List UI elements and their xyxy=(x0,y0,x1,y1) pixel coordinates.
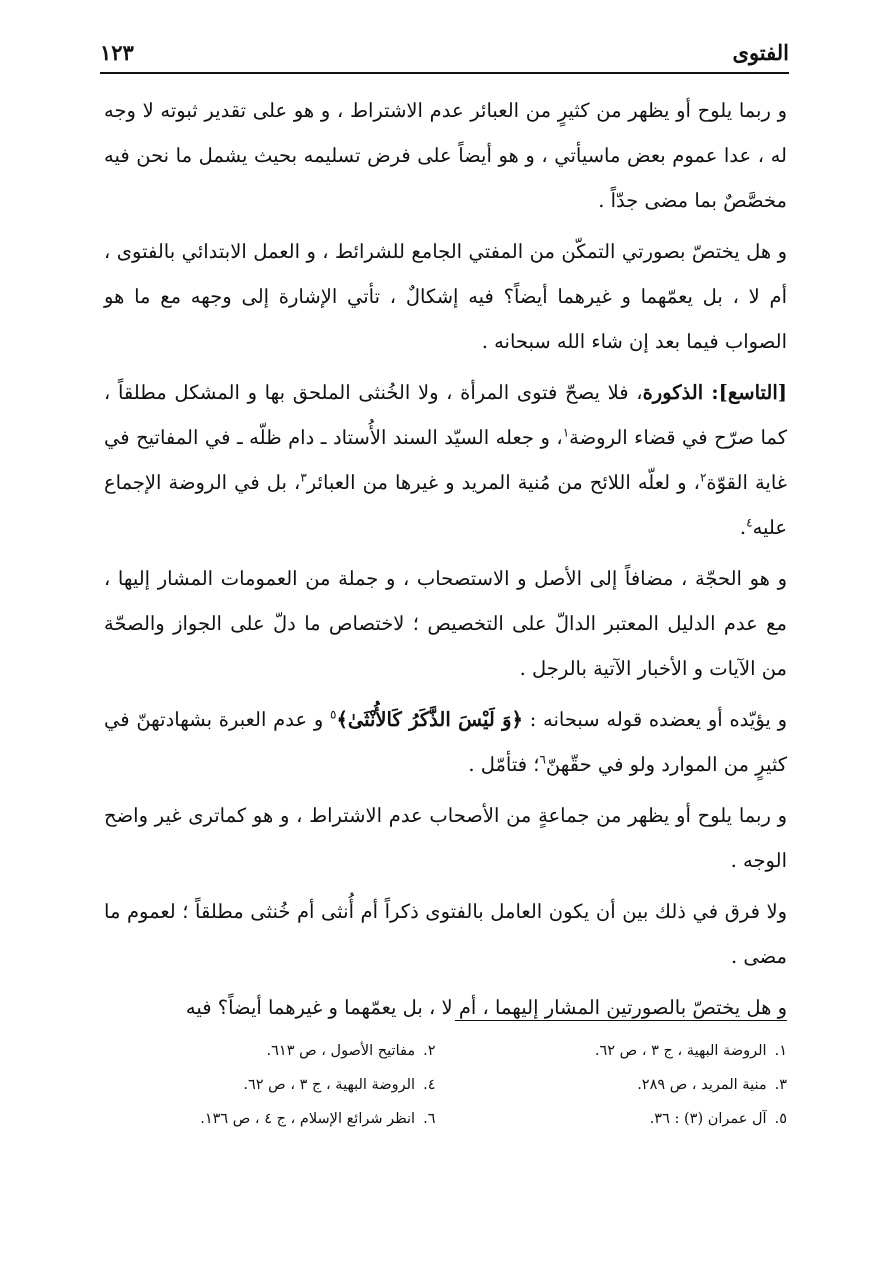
footnote xyxy=(104,1104,436,1134)
footnote-ref: ٢ xyxy=(699,470,707,485)
footnote-number: ٢. xyxy=(423,1043,436,1059)
footnote-rule xyxy=(455,1020,787,1021)
footnote-ref: ١ xyxy=(562,425,570,440)
footnote-ref: ٣ xyxy=(300,470,307,485)
paragraph-text: ؛ فتأمّل . xyxy=(468,753,540,776)
running-header xyxy=(100,34,789,70)
footnote-text: مفاتيح الأصول ، ص ٦١٣. xyxy=(266,1043,416,1059)
footnote-number: ٦. xyxy=(423,1111,436,1127)
paragraph-text: ، بل في الروضة الإجماع عليه xyxy=(104,471,787,539)
footnote xyxy=(456,1104,788,1134)
footnote-number: ١. xyxy=(774,1043,787,1059)
footnote-text: آل عمران (٣) : ٣٦. xyxy=(649,1111,767,1127)
header-rule xyxy=(100,72,789,74)
paragraph xyxy=(104,229,787,364)
paragraph-text: و هل يختصّ بصورتي التمكّن من المفتي الجامع للشرائط ، و العمل الابتدائي بالفتوى ، أم لا ، بل يعمّهما و غيرهما أيضاً؟ فيه إشكالٌ ، تأتي الإشارة إلى وجهه مع ما هو الصواب فيما بعد إن شاء الله سبحانه . xyxy=(104,240,787,353)
paragraph xyxy=(104,88,787,223)
paragraph-text: و ربما يلوح أو يظهر من جماعةٍ من الأصحاب عدم الاشتراط ، و هو كماترى غير واضح الوجه . xyxy=(104,804,787,872)
footnote-text: الروضة البهية ، ج ٣ ، ص ٦٢. xyxy=(594,1043,767,1059)
footnote-ref: ٤ xyxy=(746,515,753,530)
quran-verse: ﴿وَ لَيْسَ الذَّكَرُ كَالأُنْثَىٰ﴾ xyxy=(336,708,523,731)
footnote xyxy=(104,1070,436,1100)
footnotes xyxy=(104,1036,787,1134)
paragraph-text: ، فلا يصحّ فتوى المرأة ، ولا الخُنثى الملحق بها و المشكل مطلقاً ، كما صرّح في قضاء الروضة xyxy=(104,381,787,449)
paragraph-text: ، و جعله السيّد السند الأُستاد ـ دام ظلّه ـ في المفاتيح في غاية القوّة xyxy=(104,426,787,494)
paragraph xyxy=(104,985,787,1030)
paragraph xyxy=(104,697,787,787)
paragraph-text: ، و لعلّه اللائح من مُنية المريد و غيرها من العبائر xyxy=(306,471,700,494)
footnote-ref: ٥ xyxy=(329,707,337,722)
paragraph-text: . xyxy=(739,516,747,539)
paragraph xyxy=(104,793,787,883)
main-text xyxy=(104,88,787,1036)
footnote-ref: ٦ xyxy=(539,752,546,767)
paragraph-text: و هو الحجّة ، مضافاً إلى الأصل و الاستصحاب ، و جملة من العمومات المشار إليها ، مع عدم الدليل المعتبر الدالّ على التخصيص ؛ لاختصاص ما دلّ على الجواز والصحّة من الآيات و الأخبار الآتية بالرجل . xyxy=(104,567,787,680)
paragraph xyxy=(104,556,787,691)
paragraph-text: و عدم العبرة بشهادتهنّ في كثيرٍ من الموارد ولو في حقّهنّ xyxy=(104,708,787,776)
paragraph-text: و ربما يلوح أو يظهر من كثيرٍ من العبائر عدم الاشتراط ، و هو على تقدير ثبوته لا وجه له ، عدا عموم بعض ماسيأتي ، و هو أيضاً على فرض تسليمه بحيث يشمل ما نحن فيه مخصَّصٌ بما مضى جدّاً . xyxy=(104,99,787,212)
paragraph xyxy=(104,370,787,550)
paragraph-text: ولا فرق في ذلك بين أن يكون العامل بالفتوى ذكراً أم أُنثى أم خُنثى مطلقاً ؛ لعموم ما مضى . xyxy=(104,900,787,968)
paragraph xyxy=(104,889,787,979)
running-title: الفتوى xyxy=(732,39,789,65)
footnote-text: انظر شرائع الإسلام ، ج ٤ ، ص ١٣٦. xyxy=(200,1111,416,1127)
footnote-text: منية المريد ، ص ٢٨٩. xyxy=(637,1077,767,1093)
footnote xyxy=(104,1036,436,1066)
paragraph-text: و هل يختصّ بالصورتين المشار إليهما ، أم لا ، بل يعمّهما و غيرهما أيضاً؟ فيه xyxy=(185,996,787,1019)
footnote xyxy=(456,1036,788,1066)
page-number: ١٢٣ xyxy=(100,39,134,65)
footnote-number: ٤. xyxy=(423,1077,436,1093)
footnote-number: ٣. xyxy=(774,1077,787,1093)
paragraph-text: و يؤيّده أو يعضده قوله سبحانه : xyxy=(522,708,787,731)
footnote-number: ٥. xyxy=(774,1111,787,1127)
section-heading: [التاسع]: الذكورة xyxy=(642,381,787,404)
footnote xyxy=(456,1070,788,1100)
footnote-text: الروضة البهية ، ج ٣ ، ص ٦٢. xyxy=(243,1077,416,1093)
